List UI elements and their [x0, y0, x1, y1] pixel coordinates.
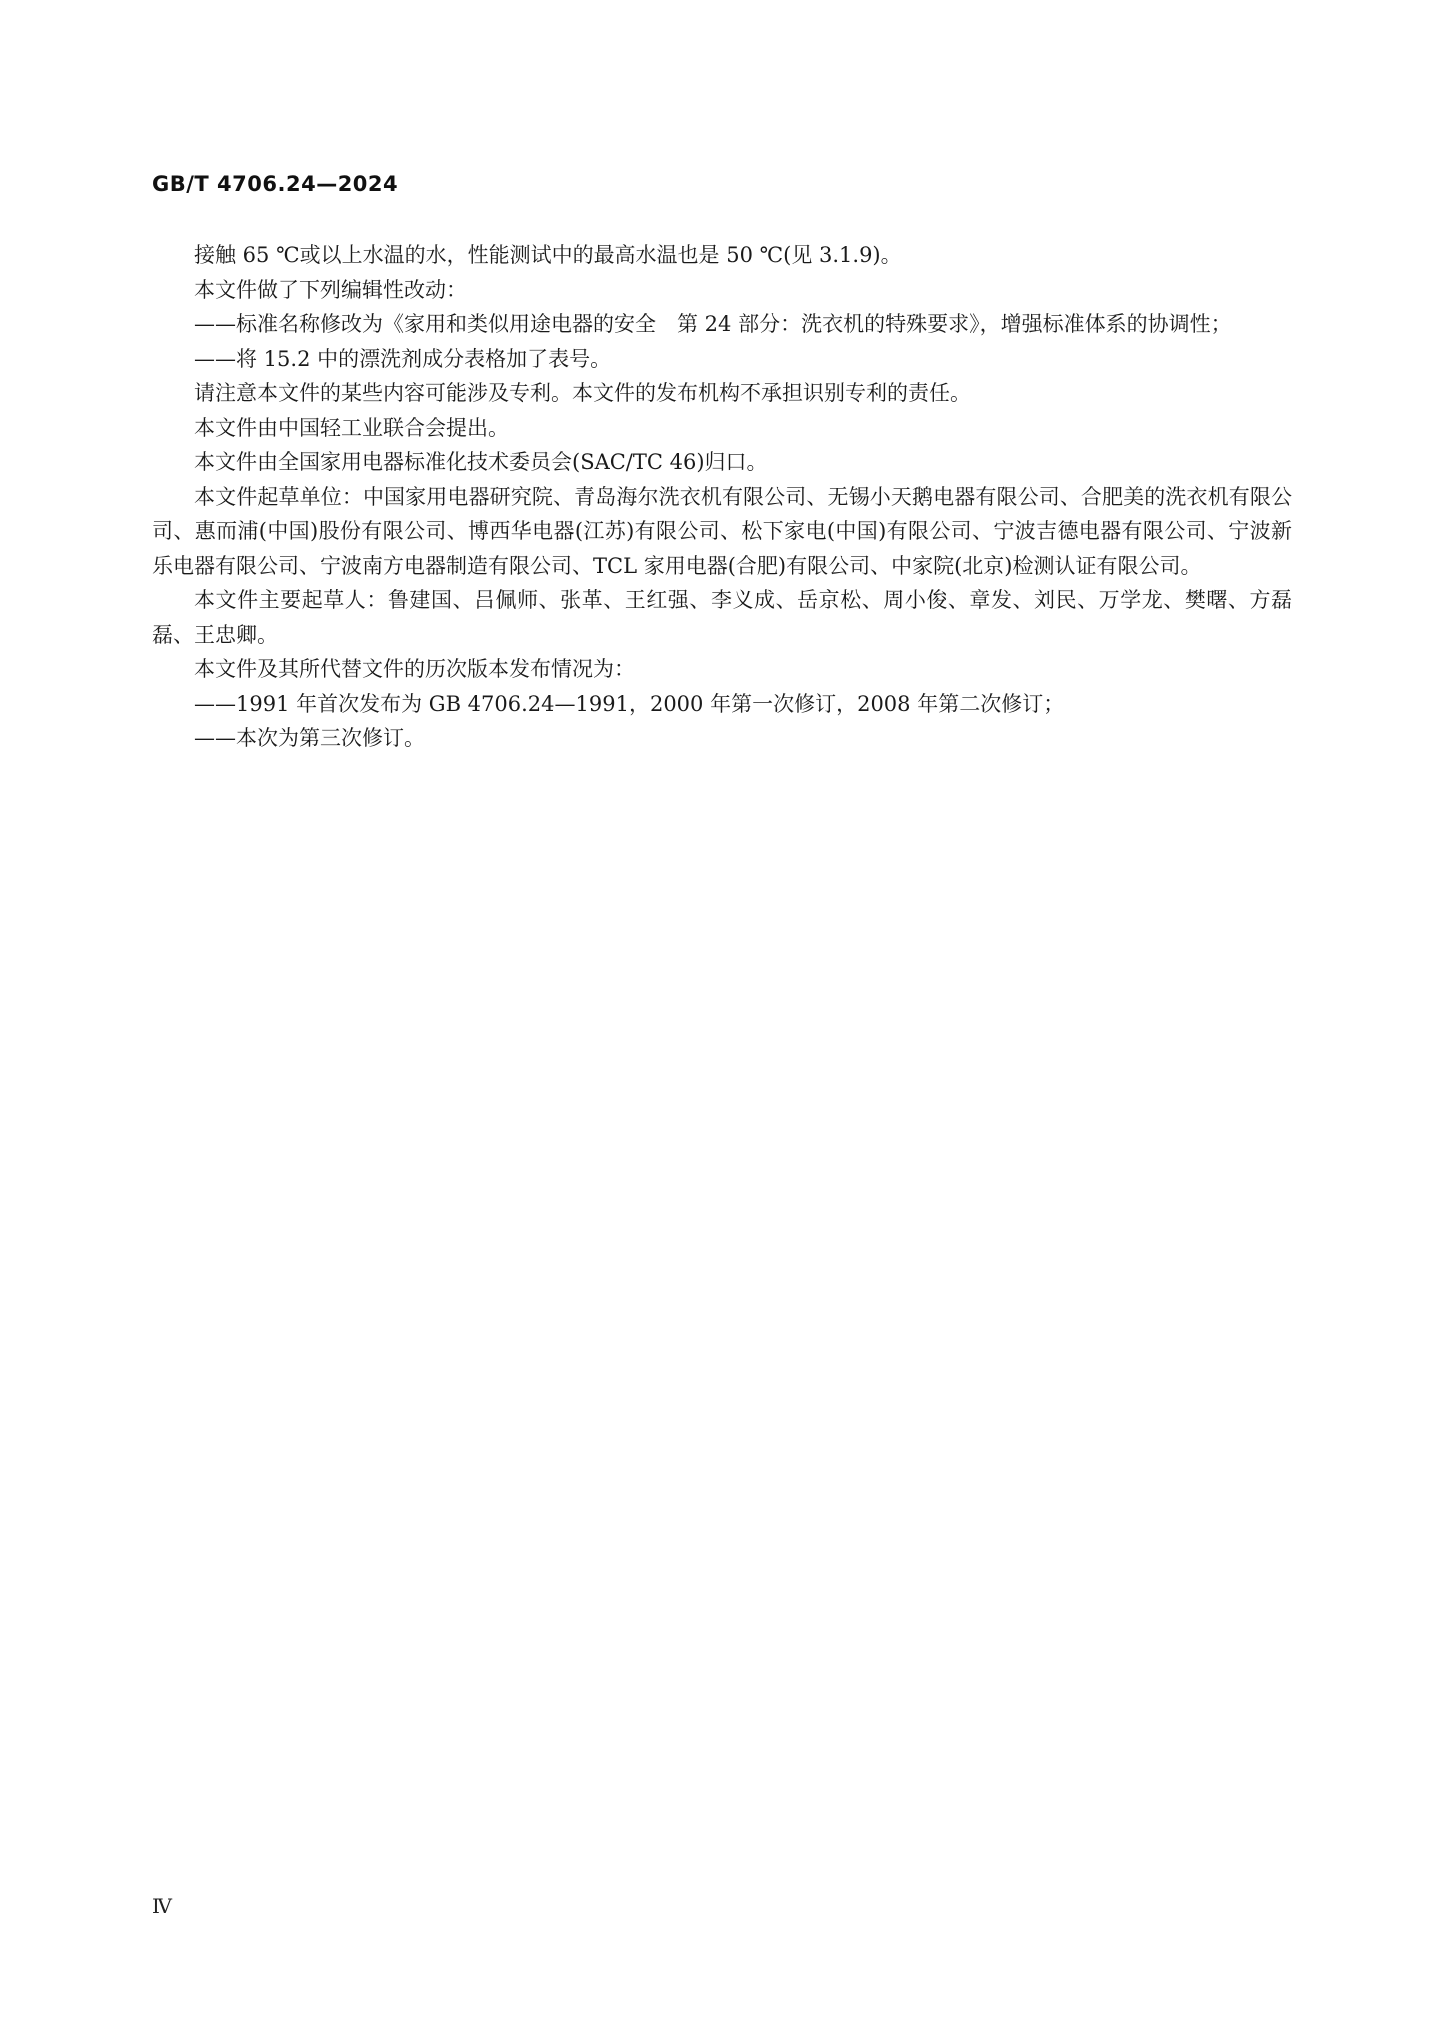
paragraph-main-drafters: 本文件主要起草人：鲁建国、吕佩师、张革、王红强、李义成、岳京松、周小俊、章发、刘民、万学龙、樊曙、方磊磊、王忠卿。 [152, 588, 1292, 647]
list-item-title-change: ——标准名称修改为《家用和类似用途电器的安全 第 24 部分：洗衣机的特殊要求》，增强标准体系的协调性； [194, 312, 1232, 336]
page-number: Ⅳ [152, 1894, 172, 1918]
paragraph-patent-notice: 请注意本文件的某些内容可能涉及专利。本文件的发布机构不承担识别专利的责任。 [194, 381, 971, 405]
paragraph-drafting-organizations: 本文件起草单位：中国家用电器研究院、青岛海尔洗衣机有限公司、无锡小天鹅电器有限公司、合肥美的洗衣机有限公司、惠而浦(中国)股份有限公司、博西华电器(江苏)有限公司、松下家电(中国)有限公司、宁波吉德电器有限公司、宁波新乐电器有限公司、宁波南方电器制造有限公司、TCL 家用电器(合肥)有限公司、中家院(北京)检测认证有限公司。 [152, 484, 1292, 578]
paragraph-version-history-intro: 本文件及其所代替文件的历次版本发布情况为： [194, 657, 635, 681]
paragraph-proposed-by: 本文件由中国轻工业联合会提出。 [194, 415, 509, 440]
standard-number-header: GB/T 4706.24—2024 [152, 172, 399, 196]
list-item-current-revision: ——本次为第三次修订。 [194, 726, 425, 750]
list-item-table-number: ——将 15.2 中的漂洗剂成分表格加了表号。 [194, 346, 612, 371]
foreword-body [152, 238, 1292, 756]
paragraph-water-temperature: 接触 65 ℃或以上水温的水，性能测试中的最高水温也是 50 ℃(见 3.1.9)。 [194, 243, 902, 267]
list-item-previous-editions: ——1991 年首次发布为 GB 4706.24—1991，2000 年第一次修订，2008 年第二次修订； [194, 691, 1065, 716]
paragraph-editorial-changes-intro: 本文件做了下列编辑性改动： [194, 277, 467, 302]
paragraph-technical-committee: 本文件由全国家用电器标准化技术委员会(SAC/TC 46)归口。 [194, 450, 768, 474]
